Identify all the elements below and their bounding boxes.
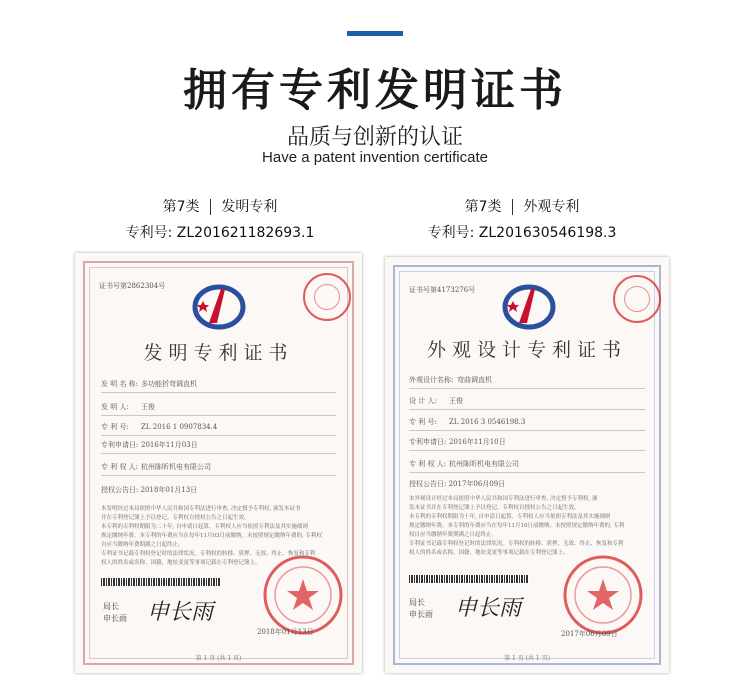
cert-2-patent-number bbox=[362, 222, 682, 242]
field-patentee: 专 利 权 人: 杭州陈昕机电有限公司 bbox=[409, 460, 519, 468]
cert-2-heading bbox=[372, 196, 672, 216]
field-divider bbox=[101, 415, 336, 416]
signatory-name: 申长雨 bbox=[409, 610, 433, 619]
certificate-title: 发明专利证书 bbox=[143, 342, 294, 364]
page-indicator: 第 1 页 (共 1 页) bbox=[504, 655, 550, 662]
certificate-serial-number: 证书号第4173276号 bbox=[409, 286, 476, 294]
field-name: 外观设计名称: 弯曲调直机 bbox=[409, 376, 492, 384]
patent-number-label: 专利号: bbox=[125, 225, 173, 241]
certificate-title: 外观设计专利证书 bbox=[426, 339, 627, 361]
heading-divider bbox=[210, 199, 211, 215]
field-divider bbox=[101, 453, 336, 454]
page-title: 拥有专利发明证书 bbox=[183, 65, 567, 116]
cert-1-type: 发明专利 bbox=[221, 199, 278, 215]
field-divider bbox=[101, 435, 336, 436]
field-patent-no: 专 利 号: ZL 2016 3 0546198.3 bbox=[409, 418, 526, 426]
page-subtitle: 品质与创新的认证 bbox=[286, 125, 463, 150]
signatory-block bbox=[103, 601, 127, 625]
signatory-block bbox=[409, 597, 433, 621]
national-seal-icon bbox=[561, 553, 645, 637]
authorization-date: 授权公告日: 2018年01月13日 bbox=[101, 486, 198, 494]
office-seal-icon bbox=[303, 273, 351, 321]
field-designer: 设 计 人: 王俊 bbox=[409, 397, 463, 405]
field-name: 发 明 名 称: 多功能折弯调直机 bbox=[101, 380, 197, 388]
authorization-date: 授权公告日: 2017年06月09日 bbox=[409, 480, 506, 488]
field-application-date: 专利申请日: 2016年11月10日 bbox=[409, 438, 506, 446]
barcode-icon bbox=[101, 578, 221, 586]
field-divider bbox=[409, 388, 645, 389]
cert-2-category: 第7类 bbox=[464, 199, 502, 215]
barcode-icon bbox=[409, 575, 529, 583]
patent-number-value: ZL201621182693.1 bbox=[176, 225, 315, 241]
office-seal-icon bbox=[613, 275, 661, 323]
english-subtitle: Have a patent invention certificate bbox=[262, 149, 488, 166]
handwritten-signature: 申长雨 bbox=[147, 600, 214, 625]
cert-1-category: 第7类 bbox=[162, 199, 200, 215]
field-patent-no: 专 利 号: ZL 2016 1 0907834.4 bbox=[101, 423, 218, 431]
patent-number-value: ZL201630546198.3 bbox=[478, 225, 617, 241]
patent-office-logo-icon bbox=[191, 281, 247, 331]
patent-number-label: 专利号: bbox=[427, 225, 475, 241]
page-indicator: 第 1 页 (共 1 页) bbox=[195, 655, 242, 662]
cert-1-heading bbox=[70, 196, 370, 216]
field-divider bbox=[409, 409, 645, 410]
certificate-body-text: 本发明经过本局依照中华人民共和国专利法进行审查, 决定授予专利权, 颁发本证书 并在专利登记簿上予以登记。专利权自授权公告之日起生效。 本专利的专利权期限为二十年, 自申请日起算。专利权人应当依照专利法及其实施细则 规定缴纳年费。本专利的年费应当在每年11月03日前缴纳。未按照规定缴纳年费的, 专利权 自应当缴纳年费期满之日起终止。 专利证书记载专利权登记时的法律状况。专利权的转移、质押、无效、终止、恢复和专利 权人的姓名或名称、国籍、地址变更等事项记载在专利登记簿上。 bbox=[101, 506, 322, 566]
seal-date: 2018年01月13日 bbox=[257, 628, 314, 636]
invention-patent-certificate bbox=[75, 253, 362, 673]
handwritten-signature: 申长雨 bbox=[455, 596, 522, 621]
certificate-body-text: 本外观设计经过本局依照中华人民共和国专利法进行审查, 决定授予专利权, 颁 发本证书并在专利登记簿上予以登记。专利权自授权公告之日起生效。 本专利的专利权期限为十年, 自申请日起算。专利权人应当依照专利法及其实施细则 规定缴纳年费。本专利的年费应当在每年11月10日前缴纳。未按照规定缴纳年费的, 专利 权自应当缴纳年费期满之日起终止。 专利证书记载专利权登记时的法律状况。专利权的转移、质押、无效、终止、恢复和专利 权人的姓名或名称、国籍、地址变更等事项记载在专利登记簿上。 bbox=[409, 496, 625, 556]
national-seal-icon bbox=[261, 553, 345, 637]
field-application-date: 专利申请日: 2016年11月03日 bbox=[101, 441, 198, 449]
signatory-title: 局长 bbox=[103, 602, 119, 611]
field-patentee: 专 利 权 人: 杭州陈昕机电有限公司 bbox=[101, 463, 211, 471]
signatory-name: 申长雨 bbox=[103, 614, 127, 623]
patent-office-logo-icon bbox=[501, 281, 557, 331]
certificate-serial-number: 证书号第2862304号 bbox=[99, 282, 166, 290]
seal-date: 2017年06月09日 bbox=[561, 630, 618, 638]
field-divider bbox=[101, 475, 336, 476]
signatory-title: 局长 bbox=[409, 598, 425, 607]
cert-2-type: 外观专利 bbox=[523, 199, 580, 215]
cert-1-patent-number bbox=[60, 222, 380, 242]
heading-divider bbox=[512, 199, 513, 215]
field-divider bbox=[409, 450, 645, 451]
field-divider bbox=[409, 430, 645, 431]
field-divider bbox=[409, 472, 645, 473]
title-accent-bar bbox=[347, 31, 403, 36]
field-divider bbox=[101, 392, 336, 393]
design-patent-certificate bbox=[385, 257, 669, 673]
field-inventor: 发 明 人: 王俊 bbox=[101, 403, 155, 411]
